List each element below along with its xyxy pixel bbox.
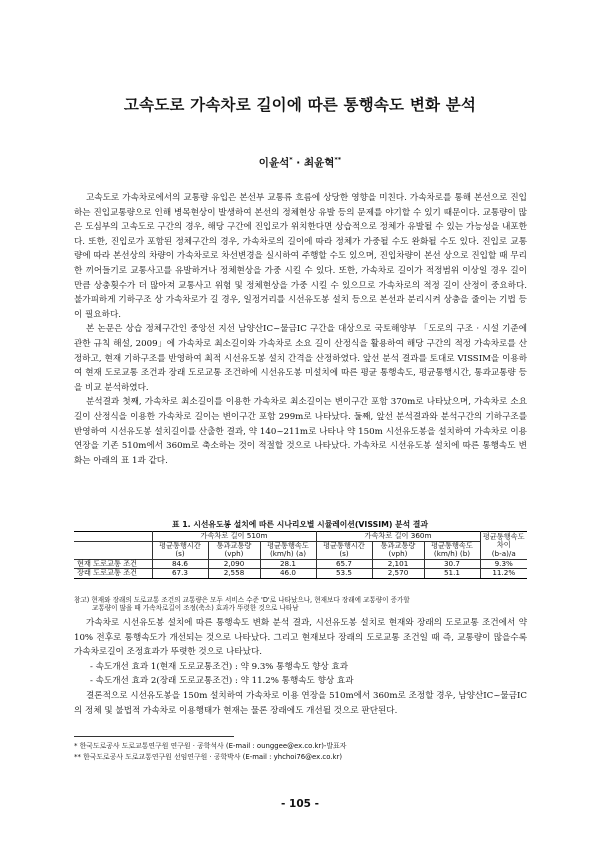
table-cell: 28.1 bbox=[260, 559, 316, 569]
table-caption: 표 1. 시선유도봉 설치에 따른 시나리오별 시뮬레이션(VISSIM) 분석 결과 bbox=[172, 520, 428, 529]
footnote-divider bbox=[74, 736, 234, 737]
col-header: 통과교통량 (vph) bbox=[208, 541, 260, 559]
row-label: 장래 도로교통 조건 bbox=[74, 569, 152, 579]
author-2: 최윤혁 bbox=[303, 157, 335, 169]
table-cell: 53.5 bbox=[316, 569, 372, 579]
footnotes bbox=[74, 741, 527, 763]
body-paragraph-5: 결론적으로 시선유도봉을 150m 설치하여 가속차로 이용 연장을 510m에서 360m로 조정할 경우, 남양산IC~물금IC의 정체 및 불법적 가속차로 이용행태가 현재는 물론 장래에도 개선될 것으로 판단된다. bbox=[74, 690, 527, 716]
table-cell: 2,570 bbox=[372, 569, 424, 579]
footnote-1: * 한국도로공사 도로교통연구원 연구원 · 공학석사 (E-mail : ounggee@ex.co.kr)-발표자 bbox=[74, 742, 347, 750]
abstract-body-top bbox=[74, 191, 527, 468]
table-cell: 11.2% bbox=[480, 569, 527, 579]
col-header: 평균통행속도 (km/h) (a) bbox=[260, 541, 316, 559]
table-cell: 9.3% bbox=[480, 559, 527, 569]
bullet-item-1: - 속도개선 효과 1(현재 도로교통조건) : 약 9.3% 통행속도 향상 효과 bbox=[90, 661, 349, 672]
table-note bbox=[74, 596, 527, 613]
paper-title: 고속도로 가속차로 길이에 따른 통행속도 변화 분석 bbox=[123, 96, 477, 114]
table-cell: 46.0 bbox=[260, 569, 316, 579]
col-header: 평균통행시간 (s) bbox=[316, 541, 372, 559]
table-note-line-1: 참고) 현재와 장래의 도로교통 조건의 교통량은 모두 서비스 수준 'D'로 나타났으나, 현재보다 장래에 교통량이 증가할 bbox=[74, 596, 410, 604]
table-note-line-2: 교통량이 많을 때 가속차로길이 조정(축소) 효과가 뚜렷한 것으로 나타남 bbox=[92, 604, 299, 613]
col-header: 평균통행시간 (s) bbox=[152, 541, 208, 559]
author-1: 이윤석 bbox=[258, 157, 290, 169]
results-table bbox=[74, 531, 527, 579]
table-corner-cell bbox=[74, 532, 152, 542]
body-paragraph-3: 분석결과 첫째, 가속차로 최소길이를 이용한 가속차로 최소길이는 변이구간 포함 370m로 나타났으며, 가속차로 소요길이 산정식을 이용한 가속차로 길이는 변이구간 포함 299m로 나타났다. 둘째, 앞선 분석결과와 분석구간의 기하구조를 반영하여 시선유도봉 설치길이를 산출한 결과, 약 140~211m로 나타나 약 150m 시선유도봉을 설치하여 가속차로 이용연장을 기존 510m에서 360m로 축소하는 것이 적절할 것으로 나타났다. 가속차로 시선유도봉 설치에 따른 통행속도 변화는 아래의 표 1과 같다. bbox=[74, 397, 527, 466]
author-line bbox=[0, 155, 600, 170]
table-cell: 84.6 bbox=[152, 559, 208, 569]
abstract-body-bottom bbox=[74, 616, 527, 718]
page-number: - 105 - bbox=[281, 798, 319, 810]
table-row bbox=[74, 569, 527, 579]
table-cell: 67.3 bbox=[152, 569, 208, 579]
author-separator: · bbox=[292, 157, 304, 169]
body-paragraph-4: 가속차로 시선유도봉 설치에 따른 통행속도 변화 분석 결과, 시선유도봉 설치로 현재와 장래의 도로교통 조건에서 약 10% 전후로 통행속도가 개선되는 것으로 나타났다. 그리고 현재보다 장래의 도로교통 조건일 때 즉, 교통량이 많을수록 가속차로길이 조정효과가 뚜렷한 것으로 나타났다. bbox=[74, 618, 527, 658]
group-header-510: 가속차로 길이 510m bbox=[152, 532, 316, 542]
footnote-2: ** 한국도로공사 도로교통연구원 선임연구원 · 공학박사 (E-mail : yhchoi76@ex.co.kr) bbox=[74, 753, 343, 761]
col-header: 통과교통량 (vph) bbox=[372, 541, 424, 559]
table-cell: 2,558 bbox=[208, 569, 260, 579]
body-paragraph-1: 고속도로 가속차로에서의 교통량 유입은 본선부 교통류 흐름에 상당한 영향을 미친다. 가속차로를 통해 본선으로 진입하는 진입교통량으로 인해 병목현상이 발생하여 본선의 정체현상 유발 등의 문제를 야기할 수 있기 때문이다. 교통량이 많은 도심부의 고속도로 구간의 경우, 해당 구간에 진입로가 위치한다면 상습적으로 정체가 유발될 수 있는 가능성을 내포한다. 또한, 진입로가 포함된 정체구간의 경우, 가속차로의 길이에 따라 정체가 가중될 수도 완화될 수도 있다. 진입로 교통량에 따라 본선상의 차량이 가속차로로 차선변경을 실시하여 주행할 수도 있으며, 진입차량이 본선 상으로 진입할 때 무리한 끼어들기로 교통사고를 유발하거나 정체현상을 가중 시킬 수 있다. 또한, 가속차로 길이가 적정범위 이상일 경우 길이만큼 상충횟수가 더 많아져 교통사고 위험 및 정체현상을 가중 시킬 수 있으므로 가속차로의 적정 길이 산정이 중요하다. 불가피하게 기하구조 상 가속차로가 길 경우, 일정거리를 시선유도봉 설치 등으로 본선과 분리시켜 상충을 줄이는 기법 등이 필요하다. bbox=[74, 193, 527, 320]
table-cell: 51.1 bbox=[424, 569, 480, 579]
row-label: 현재 도로교통 조건 bbox=[74, 559, 152, 569]
rate-header-formula: (b-a)/a bbox=[491, 548, 516, 558]
bullet-item-2: - 속도개선 효과 2(장래 도로교통조건) : 약 11.2% 통행속도 향상 효과 bbox=[90, 676, 354, 687]
row-header-blank bbox=[74, 541, 152, 559]
author-1-mark: * bbox=[289, 155, 293, 164]
rate-header bbox=[480, 532, 527, 560]
table-cell: 30.7 bbox=[424, 559, 480, 569]
table-cell: 2,101 bbox=[372, 559, 424, 569]
table-cell: 65.7 bbox=[316, 559, 372, 569]
table-cell: 2,090 bbox=[208, 559, 260, 569]
body-paragraph-2: 본 논문은 상습 정체구간인 중앙선 지선 남양산IC~물금IC 구간을 대상으로 국토해양부 「도로의 구조 · 시설 기준에 관한 규칙 해설, 2009」에 가속차로 최소길이와 가속차로 소요 길이 산정식을 활용하여 해당 구간의 적정 가속차로를 산정하고, 현재 기하구조를 반영하여 최적 시선유도봉 설치 간격을 산정하였다. 앞선 분석 결과를 토대로 VISSIM을 이용하여 현재 도로교통 조건과 장래 도로교통 조건하에 시선유도봉 미설치에 따른 평균 통행속도, 평균통행시간, 통과교통량 등을 비교 분석하였다. bbox=[74, 324, 527, 393]
group-header-360: 가속차로 길이 360m bbox=[316, 532, 480, 542]
rate-header-label: 평균통행속도 차이 bbox=[482, 531, 525, 550]
col-header: 평균통행속도 (km/h) (b) bbox=[424, 541, 480, 559]
author-2-mark: ** bbox=[334, 155, 342, 164]
